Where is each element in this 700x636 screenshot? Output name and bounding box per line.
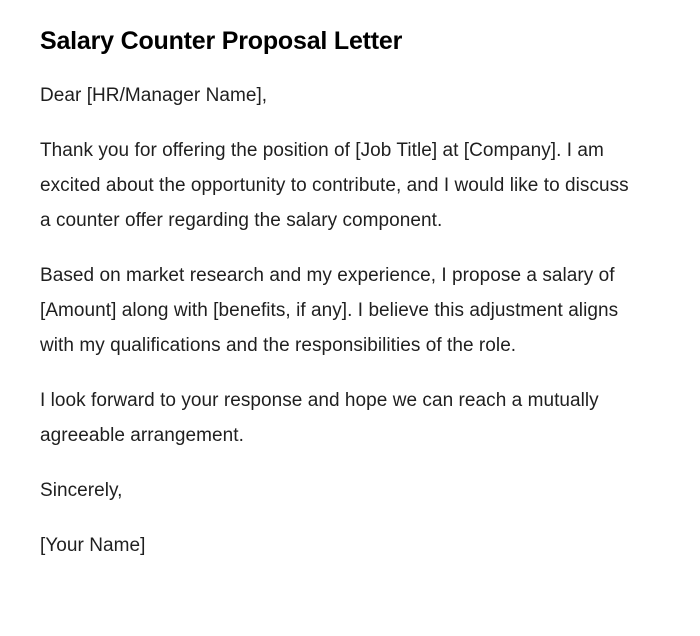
letter-signature: [Your Name] xyxy=(40,535,146,556)
letter-paragraph-2: Based on market research and my experience, I propose a salary of [Amount] along with [benefits, if any]. I believe this adjustment aligns with my qualifications and the responsibilities of the role. xyxy=(40,265,619,356)
letter-paragraph-1: Thank you for offering the position of [Job Title] at [Company]. I am excited about the opportunity to contribute, and I would like to discuss a counter offer regarding the salary component. xyxy=(40,140,629,231)
letter-salutation: Dear [HR/Manager Name], xyxy=(40,85,268,106)
letter-body xyxy=(40,78,640,563)
letter-closing: Sincerely, xyxy=(40,480,123,501)
page-title: Salary Counter Proposal Letter xyxy=(40,27,403,55)
letter-paragraph-3: I look forward to your response and hope we can reach a mutually agreeable arrangement. xyxy=(40,390,599,446)
